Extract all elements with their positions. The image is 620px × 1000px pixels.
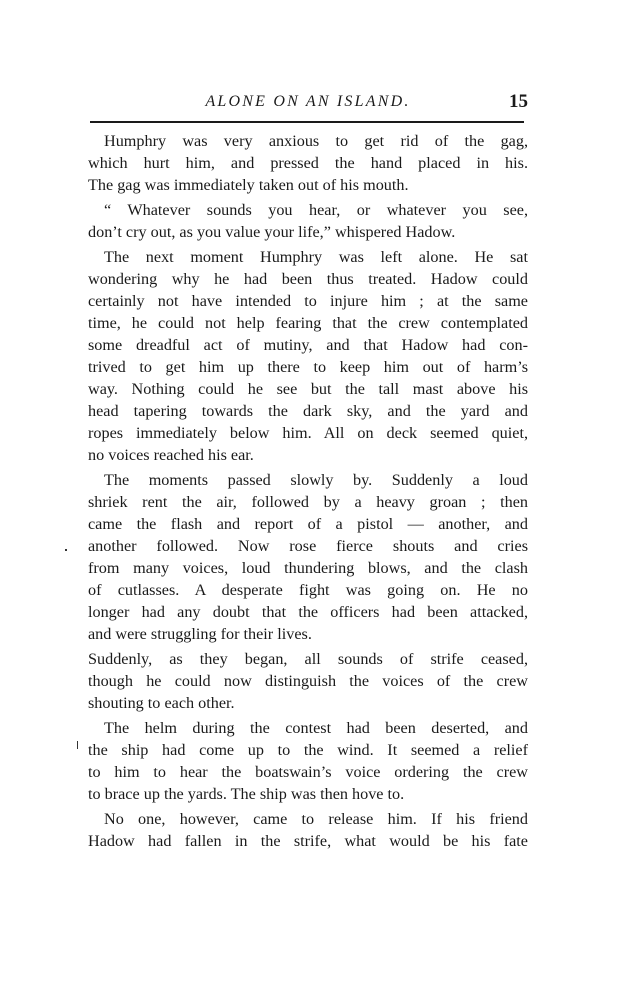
text-line: “ Whatever sounds you hear, or whatever you see, [104, 201, 528, 219]
text-line: from many voices, loud thundering blows, and the clash [88, 559, 528, 577]
paragraph [88, 246, 528, 466]
body-text [88, 130, 528, 852]
text-line: certainly not have intended to injure him ; at the same [88, 292, 528, 310]
text-line: shouting to each other. [88, 694, 235, 712]
text-line: trived to get him up there to keep him out of harm’s [88, 358, 528, 376]
paragraph [88, 469, 528, 645]
text-line: Hadow had fallen in the strife, what would be his fate [88, 832, 528, 850]
text-line: the ship had come up to the wind. It seemed a relief [88, 741, 528, 759]
paragraph [88, 717, 528, 805]
text-line: The gag was immediately taken out of his mouth. [88, 176, 409, 194]
text-line: though he could now distinguish the voices of the crew [88, 672, 528, 690]
text-line: ropes immediately below him. All on deck seemed quiet, [88, 424, 528, 442]
text-line: The helm during the contest had been deserted, and [104, 719, 528, 737]
paragraph [88, 808, 528, 852]
text-line: longer had any doubt that the officers had been attacked, [88, 603, 528, 621]
text-line: Humphry was very anxious to get rid of the gag, [104, 132, 528, 150]
text-line: Suddenly, as they began, all sounds of strife ceased, [88, 650, 528, 668]
text-line: time, he could not help fearing that the crew contemplated [88, 314, 528, 332]
paragraph [88, 199, 528, 243]
header-rule [90, 121, 524, 123]
text-line: No one, however, came to release him. If his friend [104, 810, 528, 828]
text-line: way. Nothing could he see but the tall mast above his [88, 380, 528, 398]
text-line: shriek rent the air, followed by a heavy groan ; then [88, 493, 528, 511]
text-line: The moments passed slowly by. Suddenly a loud [104, 471, 528, 489]
text-line: which hurt him, and pressed the hand placed in his. [88, 154, 528, 172]
text-line: wondering why he had been thus treated. Hadow could [88, 270, 528, 288]
text-line: don’t cry out, as you value your life,” whispered Hadow. [88, 223, 456, 241]
paragraph [88, 130, 528, 196]
text-line: to brace up the yards. The ship was then hove to. [88, 785, 405, 803]
scan-speck [65, 549, 67, 551]
paragraph [88, 648, 528, 714]
text-line: The next moment Humphry was left alone. He sat [104, 248, 528, 266]
text-line: came the flash and report of a pistol — another, and [88, 515, 528, 533]
page-number: 15 [509, 91, 528, 112]
running-head [88, 90, 528, 114]
text-line: another followed. Now rose fierce shouts and cries [88, 537, 528, 555]
text-line: no voices reached his ear. [88, 446, 254, 464]
text-line: to him to hear the boatswain’s voice ordering the crew [88, 763, 528, 781]
running-title: ALONE ON AN ISLAND. [205, 93, 411, 110]
scan-speck [77, 741, 78, 749]
text-line: and were struggling for their lives. [88, 625, 312, 643]
text-line: some dreadful act of mutiny, and that Hadow had con- [88, 336, 528, 354]
text-line: head tapering towards the dark sky, and the yard and [88, 402, 528, 420]
text-line: of cutlasses. A desperate fight was going on. He no [88, 581, 528, 599]
